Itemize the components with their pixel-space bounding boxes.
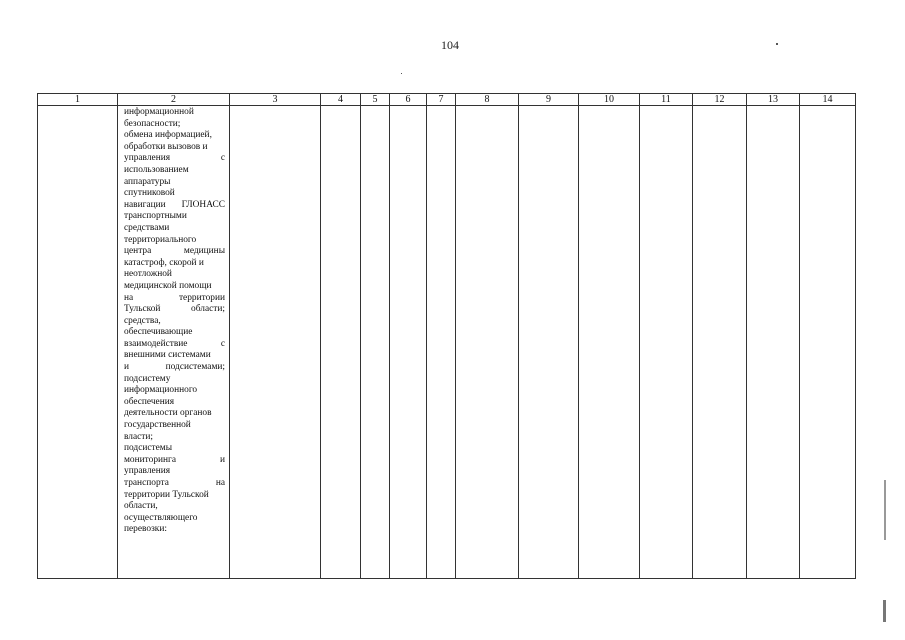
column-header: 2 bbox=[118, 94, 230, 106]
text-line: территориального bbox=[124, 234, 197, 245]
table-cell bbox=[800, 106, 856, 579]
table-cell bbox=[38, 106, 118, 579]
text-line: навигации ГЛОНАСС bbox=[124, 199, 225, 210]
text-line: государственной bbox=[124, 420, 191, 431]
text-line: спутниковой bbox=[124, 188, 175, 199]
text-line: перевозки: bbox=[124, 524, 167, 535]
text-line: власти; bbox=[124, 431, 154, 442]
text-line: обработки вызовов и bbox=[124, 141, 208, 152]
column-header: 4 bbox=[321, 94, 361, 106]
column-header: 13 bbox=[747, 94, 800, 106]
text-line: области, bbox=[124, 501, 158, 512]
text-line: информационной bbox=[124, 107, 194, 117]
table-cell bbox=[579, 106, 640, 579]
text-line: и подсистемами; bbox=[124, 362, 225, 373]
column-header: 8 bbox=[456, 94, 519, 106]
text-line: средствами bbox=[124, 222, 170, 233]
column-header: 3 bbox=[230, 94, 321, 106]
text-line: Тульской области; bbox=[124, 304, 225, 315]
table-cell bbox=[230, 106, 321, 579]
column-header: 12 bbox=[693, 94, 747, 106]
column-header: 11 bbox=[640, 94, 693, 106]
text-line: медицинской помощи bbox=[124, 280, 212, 291]
scan-speck bbox=[883, 600, 886, 622]
table-cell bbox=[456, 106, 519, 579]
text-line: деятельности органов bbox=[124, 408, 212, 419]
column-header: 1 bbox=[38, 94, 118, 106]
text-line: транспортными bbox=[124, 211, 187, 222]
text-line: подсистему bbox=[124, 373, 171, 384]
table-cell bbox=[427, 106, 456, 579]
table-cell bbox=[640, 106, 693, 579]
header-row bbox=[38, 94, 856, 106]
text-line: безопасности; bbox=[124, 118, 181, 129]
text-line: центра медицины bbox=[124, 246, 225, 257]
table-cell bbox=[321, 106, 361, 579]
text-line: обмена информацией, bbox=[124, 130, 212, 141]
text-line: внешними системами bbox=[124, 350, 211, 361]
table-cell bbox=[519, 106, 579, 579]
text-line: мониторинга и bbox=[124, 454, 225, 465]
table-cell bbox=[747, 106, 800, 579]
description-cell bbox=[118, 106, 230, 579]
text-line: обеспечения bbox=[124, 396, 175, 407]
text-line: транспорта на bbox=[124, 478, 225, 488]
page-number: 104 bbox=[441, 38, 459, 52]
table-cell bbox=[361, 106, 390, 579]
table-row bbox=[38, 106, 856, 579]
text-line: подсистемы bbox=[124, 443, 173, 454]
column-header: 6 bbox=[390, 94, 427, 106]
scan-speck bbox=[776, 43, 778, 45]
column-header: 7 bbox=[427, 94, 456, 106]
column-header: 9 bbox=[519, 94, 579, 106]
description-text bbox=[124, 107, 225, 536]
text-line: взаимодействие с bbox=[124, 338, 225, 349]
text-line: аппаратуры bbox=[124, 176, 171, 187]
column-header: 14 bbox=[800, 94, 856, 106]
scan-speck bbox=[401, 73, 402, 74]
text-line: осуществляющего bbox=[124, 512, 198, 523]
data-table bbox=[37, 93, 856, 579]
text-line: использованием bbox=[124, 164, 189, 175]
text-line: управления с bbox=[124, 153, 225, 164]
text-line: информационного bbox=[124, 385, 198, 396]
text-line: обеспечивающие bbox=[124, 327, 193, 338]
column-header: 10 bbox=[579, 94, 640, 106]
text-line: катастроф, скорой и bbox=[124, 257, 204, 268]
text-line: территории Тульской bbox=[124, 489, 209, 500]
text-line: управления bbox=[124, 466, 171, 477]
table-cell bbox=[693, 106, 747, 579]
table-cell bbox=[390, 106, 427, 579]
text-line: неотложной bbox=[124, 269, 172, 280]
text-line: средства, bbox=[124, 315, 161, 326]
text-line: на территории bbox=[124, 292, 225, 303]
scan-speck bbox=[884, 480, 886, 540]
column-header: 5 bbox=[361, 94, 390, 106]
